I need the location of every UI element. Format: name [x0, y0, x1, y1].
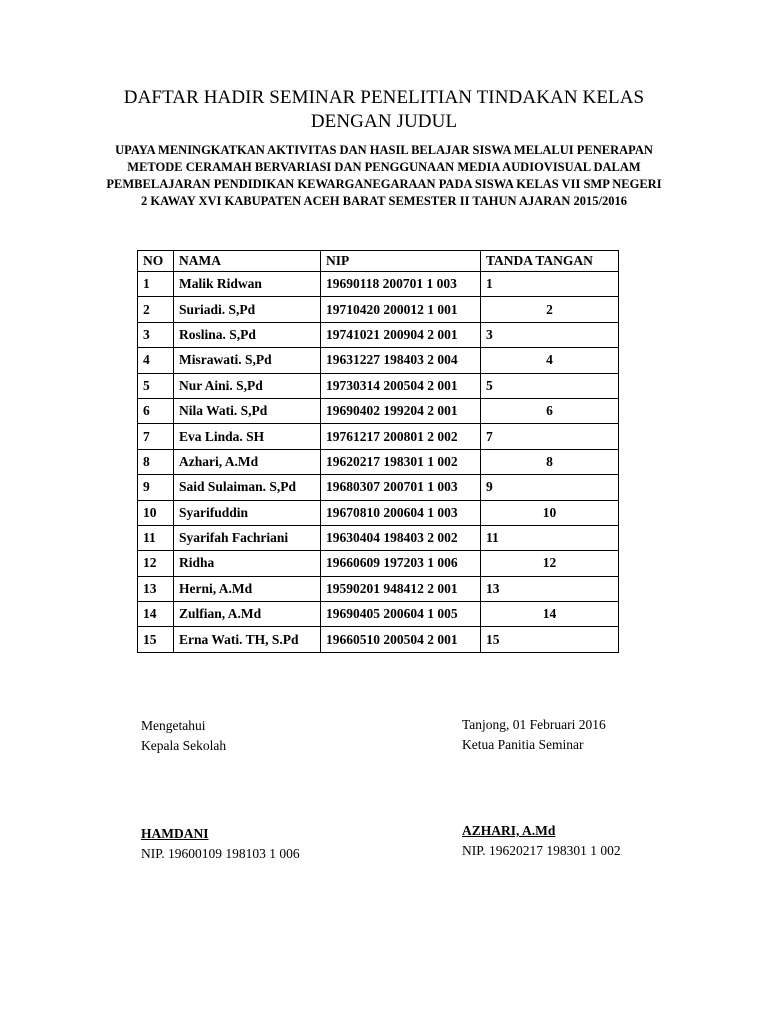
- cell-nip: 19761217 200801 2 002: [321, 424, 481, 449]
- cell-nip: 19660609 197203 1 006: [321, 551, 481, 576]
- column-header-tanda-tangan: TANDA TANGAN: [481, 251, 619, 272]
- cell-tanda-tangan: 7: [481, 424, 619, 449]
- cell-no: 4: [138, 348, 174, 373]
- cell-tanda-tangan: 15: [481, 627, 619, 652]
- cell-nama: Syarifah Fachriani: [174, 525, 321, 550]
- cell-nip: 19630404 198403 2 002: [321, 525, 481, 550]
- table-row: [138, 551, 619, 576]
- cell-no: 14: [138, 602, 174, 627]
- cell-nip: 19660510 200504 2 001: [321, 627, 481, 652]
- table-row: [138, 627, 619, 652]
- table-row: [138, 398, 619, 423]
- cell-no: 13: [138, 576, 174, 601]
- cell-no: 15: [138, 627, 174, 652]
- committee-chair-label: Ketua Panitia Seminar: [462, 737, 584, 752]
- cell-tanda-tangan: 10: [481, 500, 619, 525]
- principal-nip: NIP. 19600109 198103 1 006: [141, 846, 300, 861]
- cell-no: 10: [138, 500, 174, 525]
- cell-nip: 19690402 199204 2 001: [321, 398, 481, 423]
- cell-tanda-tangan: 9: [481, 475, 619, 500]
- table-row: [138, 475, 619, 500]
- cell-nip: 19631227 198403 2 004: [321, 348, 481, 373]
- cell-nama: Roslina. S,Pd: [174, 322, 321, 347]
- cell-nip: 19710420 200012 1 001: [321, 297, 481, 322]
- table-row: [138, 272, 619, 297]
- footer-left: [141, 716, 226, 756]
- cell-tanda-tangan: 3: [481, 322, 619, 347]
- acknowledged-label: Mengetahui: [141, 718, 206, 733]
- cell-nip: 19670810 200604 1 003: [321, 500, 481, 525]
- cell-nama: Zulfian, A.Md: [174, 602, 321, 627]
- cell-no: 6: [138, 398, 174, 423]
- cell-nama: Nila Wati. S,Pd: [174, 398, 321, 423]
- research-title-line: METODE CERAMAH BERVARIASI DAN PENGGUNAAN MEDIA AUDIOVISUAL DALAM: [127, 160, 641, 174]
- cell-nama: Herni, A.Md: [174, 576, 321, 601]
- cell-nama: Azhari, A.Md: [174, 449, 321, 474]
- cell-nip: 19680307 200701 1 003: [321, 475, 481, 500]
- table-row: [138, 576, 619, 601]
- principal-name: HAMDANI: [141, 826, 209, 841]
- table-row: [138, 602, 619, 627]
- principal-label: Kepala Sekolah: [141, 738, 227, 753]
- cell-tanda-tangan: 4: [481, 348, 619, 373]
- page-title-line2: DENGAN JUDUL: [310, 111, 458, 132]
- table-row: [138, 525, 619, 550]
- cell-tanda-tangan: 14: [481, 602, 619, 627]
- research-title-line: UPAYA MENINGKATKAN AKTIVITAS DAN HASIL BELAJAR SISWA MELALUI PENERAPAN: [115, 143, 653, 157]
- cell-tanda-tangan: 13: [481, 576, 619, 601]
- cell-nama: Malik Ridwan: [174, 272, 321, 297]
- cell-tanda-tangan: 11: [481, 525, 619, 550]
- cell-no: 8: [138, 449, 174, 474]
- cell-nip: 19590201 948412 2 001: [321, 576, 481, 601]
- committee-chair-nip: NIP. 19620217 198301 1 002: [462, 843, 621, 858]
- cell-nip: 19741021 200904 2 001: [321, 322, 481, 347]
- cell-no: 9: [138, 475, 174, 500]
- cell-no: 3: [138, 322, 174, 347]
- cell-nip: 19620217 198301 1 002: [321, 449, 481, 474]
- cell-nama: Misrawati. S,Pd: [174, 348, 321, 373]
- column-header-nama: NAMA: [174, 251, 321, 272]
- cell-nama: Said Sulaiman. S,Pd: [174, 475, 321, 500]
- research-title-line: 2 KAWAY XVI KABUPATEN ACEH BARAT SEMESTER II TAHUN AJARAN 2015/2016: [141, 194, 627, 208]
- table-row: [138, 449, 619, 474]
- cell-tanda-tangan: 1: [481, 272, 619, 297]
- research-title: [60, 142, 708, 210]
- table-row: [138, 297, 619, 322]
- cell-nama: Ridha: [174, 551, 321, 576]
- cell-nama: Syarifuddin: [174, 500, 321, 525]
- cell-nip: 19690405 200604 1 005: [321, 602, 481, 627]
- page-title: DAFTAR HADIR SEMINAR PENELITIAN TINDAKAN KELAS: [123, 87, 645, 108]
- cell-tanda-tangan: 12: [481, 551, 619, 576]
- table-row: [138, 322, 619, 347]
- cell-nama: Erna Wati. TH, S.Pd: [174, 627, 321, 652]
- attendance-rows: [138, 272, 619, 653]
- footer-right-signer: [462, 821, 621, 861]
- cell-tanda-tangan: 2: [481, 297, 619, 322]
- cell-no: 12: [138, 551, 174, 576]
- footer-left-signer: [141, 824, 300, 864]
- table-row: [138, 424, 619, 449]
- committee-chair-name: AZHARI, A.Md: [462, 823, 556, 838]
- cell-tanda-tangan: 8: [481, 449, 619, 474]
- table-row: [138, 348, 619, 373]
- cell-nama: Eva Linda. SH: [174, 424, 321, 449]
- table-header-row: [138, 251, 619, 272]
- cell-tanda-tangan: 6: [481, 398, 619, 423]
- table-row: [138, 500, 619, 525]
- cell-no: 5: [138, 373, 174, 398]
- table-row: [138, 373, 619, 398]
- cell-no: 11: [138, 525, 174, 550]
- research-title-line: PEMBELAJARAN PENDIDIKAN KEWARGANEGARAAN PADA SISWA KELAS VII SMP NEGERI: [106, 177, 662, 191]
- cell-tanda-tangan: 5: [481, 373, 619, 398]
- column-header-nip: NIP: [321, 251, 481, 272]
- cell-nama: Nur Aini. S,Pd: [174, 373, 321, 398]
- place-date: Tanjong, 01 Februari 2016: [462, 717, 606, 732]
- column-header-no: NO: [138, 251, 174, 272]
- cell-no: 1: [138, 272, 174, 297]
- cell-nip: 19690118 200701 1 003: [321, 272, 481, 297]
- cell-no: 7: [138, 424, 174, 449]
- cell-nama: Suriadi. S,Pd: [174, 297, 321, 322]
- cell-no: 2: [138, 297, 174, 322]
- cell-nip: 19730314 200504 2 001: [321, 373, 481, 398]
- footer-right: [462, 715, 606, 755]
- attendance-table: [137, 250, 619, 653]
